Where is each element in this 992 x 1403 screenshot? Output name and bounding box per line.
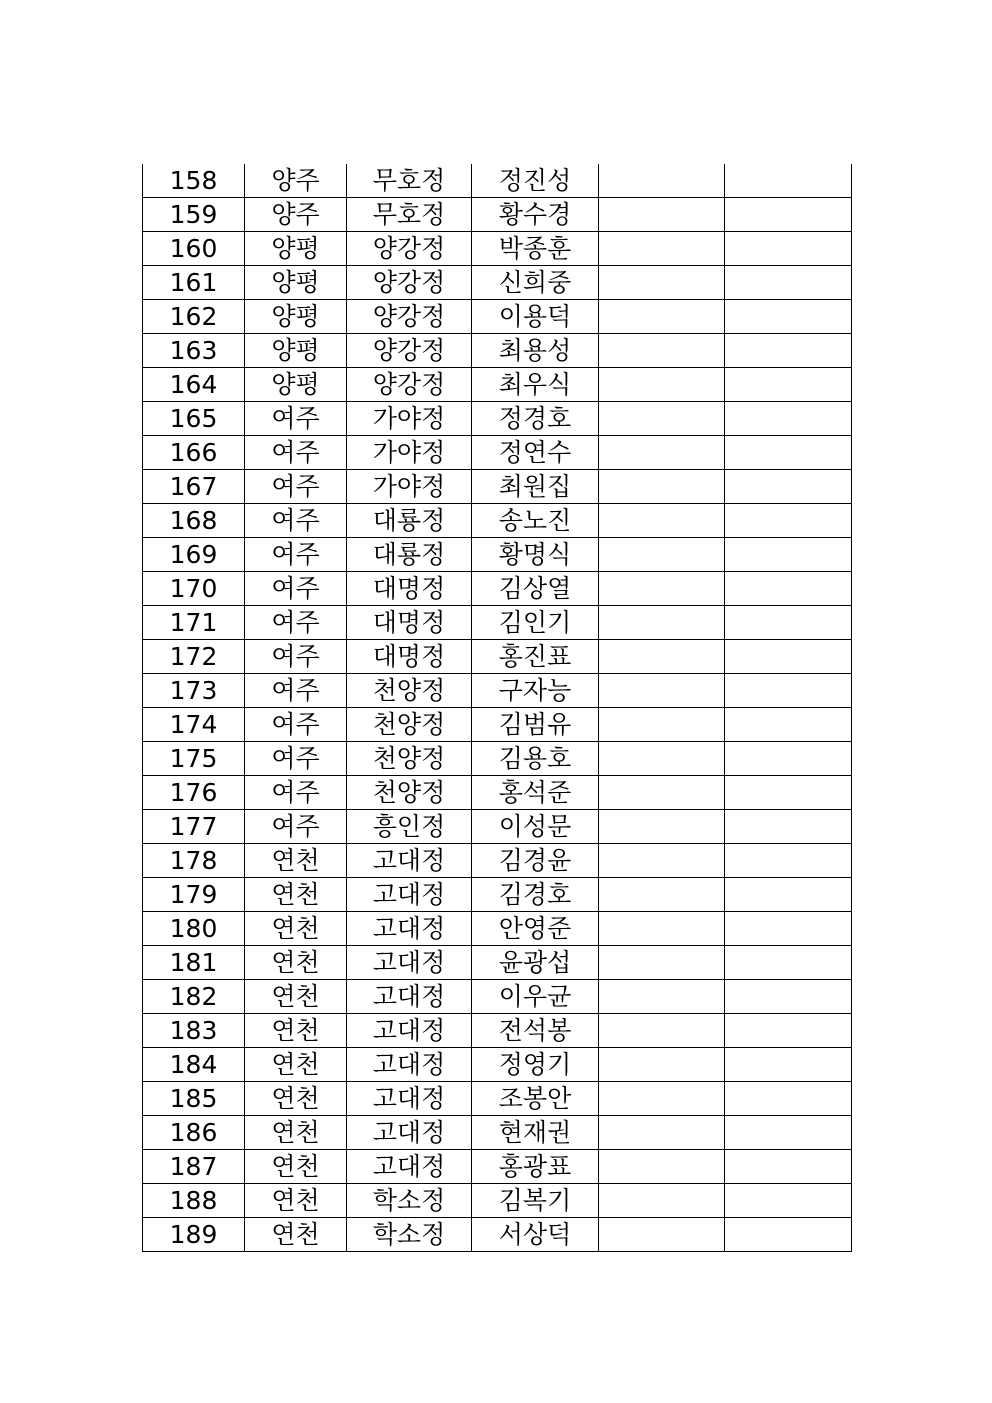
club-cell: 고대정 <box>347 912 472 946</box>
blank-cell-2 <box>725 912 852 946</box>
row-number-cell: 175 <box>143 742 245 776</box>
row-number-cell: 181 <box>143 946 245 980</box>
table-row <box>143 538 852 572</box>
table-row <box>143 504 852 538</box>
name-cell: 구자능 <box>472 674 599 708</box>
blank-cell-1 <box>599 436 725 470</box>
region-cell: 여주 <box>245 402 347 436</box>
name-cell: 현재권 <box>472 1116 599 1150</box>
region-cell: 여주 <box>245 538 347 572</box>
region-cell: 연천 <box>245 1116 347 1150</box>
region-cell: 연천 <box>245 1184 347 1218</box>
table-row <box>143 1184 852 1218</box>
name-cell: 김상열 <box>472 572 599 606</box>
blank-cell-1 <box>599 606 725 640</box>
blank-cell-2 <box>725 572 852 606</box>
row-number-cell: 159 <box>143 198 245 232</box>
name-cell: 황명식 <box>472 538 599 572</box>
name-cell: 최원집 <box>472 470 599 504</box>
blank-cell-1 <box>599 572 725 606</box>
region-cell: 여주 <box>245 810 347 844</box>
table-row <box>143 1014 852 1048</box>
blank-cell-1 <box>599 334 725 368</box>
club-cell: 양강정 <box>347 232 472 266</box>
table-row <box>143 470 852 504</box>
table-row <box>143 436 852 470</box>
club-cell: 양강정 <box>347 334 472 368</box>
blank-cell-1 <box>599 164 725 198</box>
table-row <box>143 164 852 198</box>
blank-cell-2 <box>725 776 852 810</box>
region-cell: 양주 <box>245 198 347 232</box>
blank-cell-1 <box>599 504 725 538</box>
club-cell: 고대정 <box>347 844 472 878</box>
name-cell: 신희중 <box>472 266 599 300</box>
blank-cell-2 <box>725 198 852 232</box>
club-cell: 대명정 <box>347 606 472 640</box>
row-number-cell: 164 <box>143 368 245 402</box>
club-cell: 흥인정 <box>347 810 472 844</box>
table-row <box>143 980 852 1014</box>
row-number-cell: 176 <box>143 776 245 810</box>
blank-cell-1 <box>599 1150 725 1184</box>
region-cell: 연천 <box>245 844 347 878</box>
blank-cell-2 <box>725 1150 852 1184</box>
club-cell: 대룡정 <box>347 504 472 538</box>
name-cell: 박종훈 <box>472 232 599 266</box>
blank-cell-2 <box>725 470 852 504</box>
table-row <box>143 334 852 368</box>
table-row <box>143 368 852 402</box>
table-row <box>143 912 852 946</box>
blank-cell-1 <box>599 810 725 844</box>
blank-cell-1 <box>599 640 725 674</box>
club-cell: 양강정 <box>347 368 472 402</box>
blank-cell-1 <box>599 708 725 742</box>
club-cell: 가야정 <box>347 470 472 504</box>
table-row <box>143 402 852 436</box>
table-row <box>143 1082 852 1116</box>
club-cell: 고대정 <box>347 1082 472 1116</box>
blank-cell-1 <box>599 470 725 504</box>
blank-cell-1 <box>599 368 725 402</box>
table-row <box>143 946 852 980</box>
row-number-cell: 186 <box>143 1116 245 1150</box>
name-cell: 조봉안 <box>472 1082 599 1116</box>
club-cell: 학소정 <box>347 1218 472 1252</box>
blank-cell-1 <box>599 538 725 572</box>
row-number-cell: 173 <box>143 674 245 708</box>
club-cell: 양강정 <box>347 300 472 334</box>
region-cell: 연천 <box>245 980 347 1014</box>
region-cell: 여주 <box>245 776 347 810</box>
name-cell: 최우식 <box>472 368 599 402</box>
region-cell: 여주 <box>245 606 347 640</box>
club-cell: 고대정 <box>347 1150 472 1184</box>
row-number-cell: 172 <box>143 640 245 674</box>
row-number-cell: 187 <box>143 1150 245 1184</box>
table-row <box>143 232 852 266</box>
blank-cell-2 <box>725 1184 852 1218</box>
club-cell: 고대정 <box>347 980 472 1014</box>
name-cell: 김용호 <box>472 742 599 776</box>
table-row <box>143 1150 852 1184</box>
blank-cell-2 <box>725 1014 852 1048</box>
name-cell: 홍석준 <box>472 776 599 810</box>
name-cell: 김인기 <box>472 606 599 640</box>
row-number-cell: 177 <box>143 810 245 844</box>
region-cell: 연천 <box>245 1218 347 1252</box>
club-cell: 고대정 <box>347 1116 472 1150</box>
club-cell: 가야정 <box>347 436 472 470</box>
blank-cell-1 <box>599 776 725 810</box>
blank-cell-1 <box>599 266 725 300</box>
row-number-cell: 169 <box>143 538 245 572</box>
region-cell: 양평 <box>245 368 347 402</box>
club-cell: 양강정 <box>347 266 472 300</box>
row-number-cell: 184 <box>143 1048 245 1082</box>
row-number-cell: 188 <box>143 1184 245 1218</box>
table-row <box>143 878 852 912</box>
blank-cell-1 <box>599 232 725 266</box>
region-cell: 양평 <box>245 266 347 300</box>
name-cell: 윤광섭 <box>472 946 599 980</box>
club-cell: 대명정 <box>347 640 472 674</box>
blank-cell-1 <box>599 1048 725 1082</box>
blank-cell-2 <box>725 266 852 300</box>
region-cell: 여주 <box>245 708 347 742</box>
region-cell: 연천 <box>245 1014 347 1048</box>
club-cell: 대명정 <box>347 572 472 606</box>
club-cell: 학소정 <box>347 1184 472 1218</box>
blank-cell-2 <box>725 742 852 776</box>
region-cell: 연천 <box>245 1082 347 1116</box>
row-number-cell: 179 <box>143 878 245 912</box>
table-row <box>143 198 852 232</box>
blank-cell-1 <box>599 980 725 1014</box>
table-row <box>143 708 852 742</box>
region-cell: 여주 <box>245 436 347 470</box>
blank-cell-2 <box>725 946 852 980</box>
blank-cell-1 <box>599 674 725 708</box>
blank-cell-2 <box>725 1048 852 1082</box>
blank-cell-2 <box>725 640 852 674</box>
row-number-cell: 174 <box>143 708 245 742</box>
blank-cell-1 <box>599 1218 725 1252</box>
club-cell: 고대정 <box>347 1014 472 1048</box>
blank-cell-1 <box>599 742 725 776</box>
blank-cell-1 <box>599 1116 725 1150</box>
blank-cell-2 <box>725 300 852 334</box>
club-cell: 천양정 <box>347 776 472 810</box>
region-cell: 양주 <box>245 164 347 198</box>
name-cell: 김경윤 <box>472 844 599 878</box>
name-cell: 김복기 <box>472 1184 599 1218</box>
blank-cell-1 <box>599 198 725 232</box>
club-cell: 고대정 <box>347 946 472 980</box>
region-cell: 연천 <box>245 912 347 946</box>
row-number-cell: 163 <box>143 334 245 368</box>
club-cell: 천양정 <box>347 708 472 742</box>
name-cell: 정진성 <box>472 164 599 198</box>
blank-cell-2 <box>725 504 852 538</box>
table-row <box>143 300 852 334</box>
name-cell: 정영기 <box>472 1048 599 1082</box>
blank-cell-1 <box>599 300 725 334</box>
region-cell: 여주 <box>245 572 347 606</box>
region-cell: 여주 <box>245 742 347 776</box>
region-cell: 양평 <box>245 300 347 334</box>
blank-cell-2 <box>725 606 852 640</box>
blank-cell-2 <box>725 980 852 1014</box>
region-cell: 여주 <box>245 470 347 504</box>
club-cell: 가야정 <box>347 402 472 436</box>
row-number-cell: 182 <box>143 980 245 1014</box>
blank-cell-2 <box>725 1218 852 1252</box>
name-cell: 전석봉 <box>472 1014 599 1048</box>
row-number-cell: 170 <box>143 572 245 606</box>
row-number-cell: 165 <box>143 402 245 436</box>
blank-cell-2 <box>725 232 852 266</box>
club-cell: 무호정 <box>347 164 472 198</box>
name-cell: 홍진표 <box>472 640 599 674</box>
region-cell: 연천 <box>245 878 347 912</box>
blank-cell-2 <box>725 1116 852 1150</box>
table-row <box>143 266 852 300</box>
blank-cell-2 <box>725 402 852 436</box>
table-row <box>143 1116 852 1150</box>
row-number-cell: 171 <box>143 606 245 640</box>
name-cell: 이성문 <box>472 810 599 844</box>
club-cell: 천양정 <box>347 674 472 708</box>
region-cell: 여주 <box>245 504 347 538</box>
name-cell: 정경호 <box>472 402 599 436</box>
blank-cell-2 <box>725 164 852 198</box>
blank-cell-1 <box>599 946 725 980</box>
region-cell: 연천 <box>245 1150 347 1184</box>
blank-cell-1 <box>599 1014 725 1048</box>
blank-cell-1 <box>599 912 725 946</box>
row-number-cell: 168 <box>143 504 245 538</box>
table-row <box>143 810 852 844</box>
table-row <box>143 844 852 878</box>
table-row <box>143 640 852 674</box>
club-cell: 고대정 <box>347 878 472 912</box>
row-number-cell: 166 <box>143 436 245 470</box>
blank-cell-1 <box>599 844 725 878</box>
row-number-cell: 161 <box>143 266 245 300</box>
roster-table-body <box>143 164 852 1252</box>
name-cell: 홍광표 <box>472 1150 599 1184</box>
table-row <box>143 674 852 708</box>
table-row <box>143 776 852 810</box>
table-row <box>143 1048 852 1082</box>
blank-cell-2 <box>725 334 852 368</box>
name-cell: 안영준 <box>472 912 599 946</box>
name-cell: 김범유 <box>472 708 599 742</box>
row-number-cell: 158 <box>143 164 245 198</box>
roster-table <box>142 164 852 1252</box>
region-cell: 양평 <box>245 334 347 368</box>
region-cell: 연천 <box>245 1048 347 1082</box>
region-cell: 연천 <box>245 946 347 980</box>
table-row <box>143 1218 852 1252</box>
blank-cell-2 <box>725 674 852 708</box>
table-row <box>143 606 852 640</box>
row-number-cell: 185 <box>143 1082 245 1116</box>
row-number-cell: 180 <box>143 912 245 946</box>
region-cell: 양평 <box>245 232 347 266</box>
name-cell: 송노진 <box>472 504 599 538</box>
name-cell: 황수경 <box>472 198 599 232</box>
name-cell: 김경호 <box>472 878 599 912</box>
club-cell: 천양정 <box>347 742 472 776</box>
row-number-cell: 167 <box>143 470 245 504</box>
row-number-cell: 162 <box>143 300 245 334</box>
name-cell: 정연수 <box>472 436 599 470</box>
blank-cell-2 <box>725 436 852 470</box>
blank-cell-1 <box>599 1184 725 1218</box>
blank-cell-2 <box>725 844 852 878</box>
table-row <box>143 572 852 606</box>
blank-cell-2 <box>725 368 852 402</box>
row-number-cell: 183 <box>143 1014 245 1048</box>
region-cell: 여주 <box>245 674 347 708</box>
row-number-cell: 178 <box>143 844 245 878</box>
name-cell: 이우균 <box>472 980 599 1014</box>
club-cell: 무호정 <box>347 198 472 232</box>
blank-cell-2 <box>725 810 852 844</box>
row-number-cell: 160 <box>143 232 245 266</box>
club-cell: 대룡정 <box>347 538 472 572</box>
name-cell: 이용덕 <box>472 300 599 334</box>
blank-cell-1 <box>599 878 725 912</box>
table-row <box>143 742 852 776</box>
blank-cell-2 <box>725 708 852 742</box>
blank-cell-2 <box>725 538 852 572</box>
row-number-cell: 189 <box>143 1218 245 1252</box>
name-cell: 최용성 <box>472 334 599 368</box>
blank-cell-2 <box>725 878 852 912</box>
blank-cell-1 <box>599 402 725 436</box>
region-cell: 여주 <box>245 640 347 674</box>
name-cell: 서상덕 <box>472 1218 599 1252</box>
club-cell: 고대정 <box>347 1048 472 1082</box>
blank-cell-1 <box>599 1082 725 1116</box>
blank-cell-2 <box>725 1082 852 1116</box>
